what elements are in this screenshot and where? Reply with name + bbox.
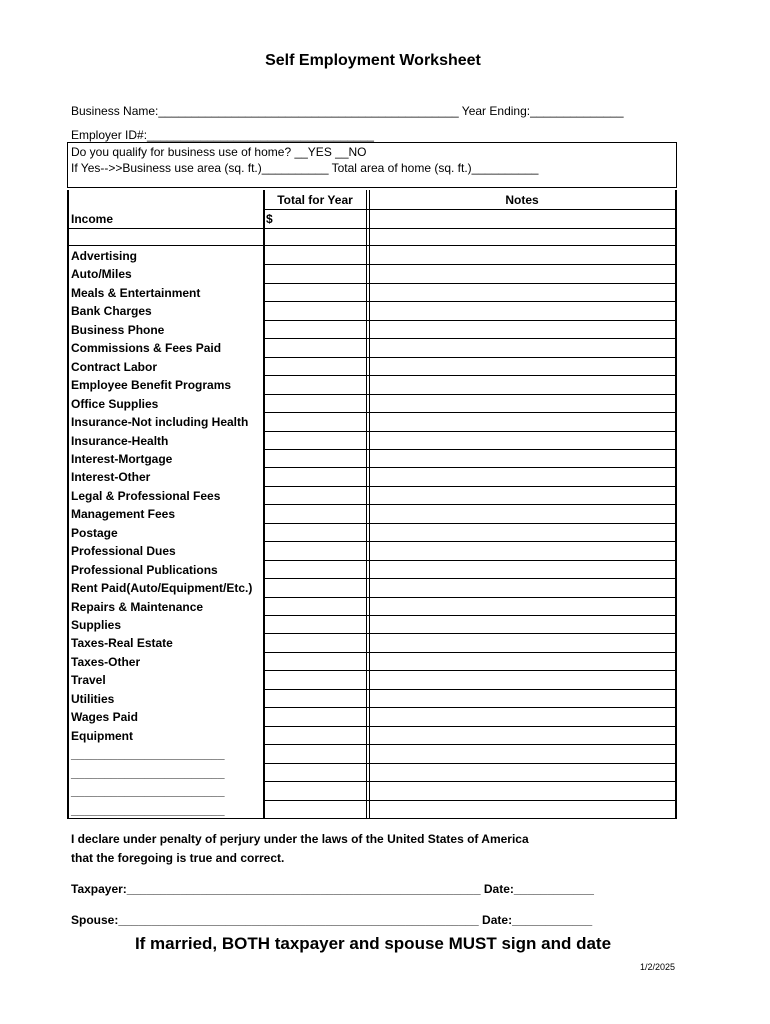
expense-category-label: Supplies	[71, 618, 122, 632]
expense-row-line	[263, 523, 677, 524]
expense-category-label: Interest-Mortgage	[71, 452, 173, 466]
expense-category-label: _______________________	[71, 803, 225, 817]
expense-row-line	[263, 357, 677, 358]
expense-row-line	[263, 597, 677, 598]
expense-category-label: Advertising	[71, 249, 138, 263]
expense-category-label: _______________________	[71, 747, 225, 761]
expense-row-line	[263, 504, 677, 505]
expense-row-line	[263, 744, 677, 745]
table-border-left	[67, 190, 69, 818]
expense-row-line	[263, 283, 677, 284]
expense-category-label: _______________________	[71, 766, 225, 780]
spacer-row-line	[67, 245, 677, 246]
expense-category-label: Management Fees	[71, 507, 176, 521]
home-area-line[interactable]: If Yes-->>Business use area (sq. ft.)__________ Total area of home (sq. ft.)__________	[71, 161, 539, 175]
expense-category-label: Office Supplies	[71, 397, 159, 411]
expense-row-line	[263, 394, 677, 395]
expense-category-label: Professional Dues	[71, 544, 176, 558]
header-row-line	[263, 209, 677, 210]
expense-category-label: Bank Charges	[71, 304, 152, 318]
expense-row-line	[263, 375, 677, 376]
col-header-total: Total for Year	[277, 193, 353, 207]
page-title: Self Employment Worksheet	[265, 52, 481, 69]
expense-category-label: Commissions & Fees Paid	[71, 341, 222, 355]
expense-category-label: Travel	[71, 673, 106, 687]
expense-category-label: Interest-Other	[71, 470, 151, 484]
expense-category-label: Postage	[71, 526, 118, 540]
expense-row-line	[263, 818, 677, 819]
expense-row-line	[263, 541, 677, 542]
expense-row-line	[263, 338, 677, 339]
income-dollar: $	[266, 212, 273, 226]
expense-row-line	[263, 689, 677, 690]
expense-category-label: Contract Labor	[71, 360, 158, 374]
expense-row-line	[263, 560, 677, 561]
declaration-line-1: I declare under penalty of perjury under the laws of the United States of America	[71, 832, 529, 846]
expense-row-line	[263, 670, 677, 671]
expense-row-line	[263, 615, 677, 616]
employer-id-line[interactable]: Employer ID#:__________________________________	[71, 128, 374, 142]
expense-row-line	[263, 707, 677, 708]
expense-category-label: _______________________	[71, 784, 225, 798]
expense-row-line	[263, 486, 677, 487]
expense-category-label: Repairs & Maintenance	[71, 600, 204, 614]
expense-category-label: Insurance-Not including Health	[71, 415, 249, 429]
business-name-line[interactable]: Business Name:_____________________________________________ Year Ending:______________	[71, 104, 624, 118]
col-header-notes: Notes	[505, 193, 539, 207]
expense-row-line	[263, 467, 677, 468]
expense-category-label: Insurance-Health	[71, 434, 169, 448]
home-office-question[interactable]: Do you qualify for business use of home? __YES __NO	[71, 145, 367, 159]
income-label: Income	[71, 212, 114, 226]
income-row-line	[67, 228, 677, 229]
expense-row-line	[263, 301, 677, 302]
expense-category-label: Wages Paid	[71, 710, 138, 724]
expense-row-line	[263, 726, 677, 727]
expense-row-line	[263, 633, 677, 634]
home-office-box	[67, 142, 677, 188]
expense-row-line	[263, 449, 677, 450]
expense-category-label: Utilities	[71, 692, 115, 706]
expense-row-line	[263, 412, 677, 413]
spouse-signature-line[interactable]: Spouse:______________________________________________________ Date:____________	[71, 913, 593, 927]
expense-category-label: Professional Publications	[71, 563, 218, 577]
expense-category-label: Meals & Entertainment	[71, 286, 201, 300]
expense-category-label: Auto/Miles	[71, 267, 132, 281]
expense-row-line	[263, 320, 677, 321]
expense-category-label: Business Phone	[71, 323, 165, 337]
declaration-line-2: that the foregoing is true and correct.	[71, 851, 285, 865]
expense-category-label: Taxes-Real Estate	[71, 636, 173, 650]
expense-category-label: Employee Benefit Programs	[71, 378, 232, 392]
expense-category-label: Taxes-Other	[71, 655, 141, 669]
signing-notice: If married, BOTH taxpayer and spouse MUST sign and date	[134, 934, 612, 953]
revision-date: 1/2/2025	[639, 962, 675, 972]
expense-category-label: Rent Paid(Auto/Equipment/Etc.)	[71, 581, 253, 595]
expense-category-label: Equipment	[71, 729, 133, 743]
expense-row-line	[263, 578, 677, 579]
expense-row-line	[263, 800, 677, 801]
expense-category-label: Legal & Professional Fees	[71, 489, 221, 503]
expense-row-line	[263, 431, 677, 432]
expense-row-line	[263, 763, 677, 764]
expense-row-line	[263, 652, 677, 653]
taxpayer-signature-line[interactable]: Taxpayer:_____________________________________________________ Date:____________	[71, 882, 594, 896]
expense-row-line	[263, 781, 677, 782]
expense-row-line	[263, 264, 677, 265]
